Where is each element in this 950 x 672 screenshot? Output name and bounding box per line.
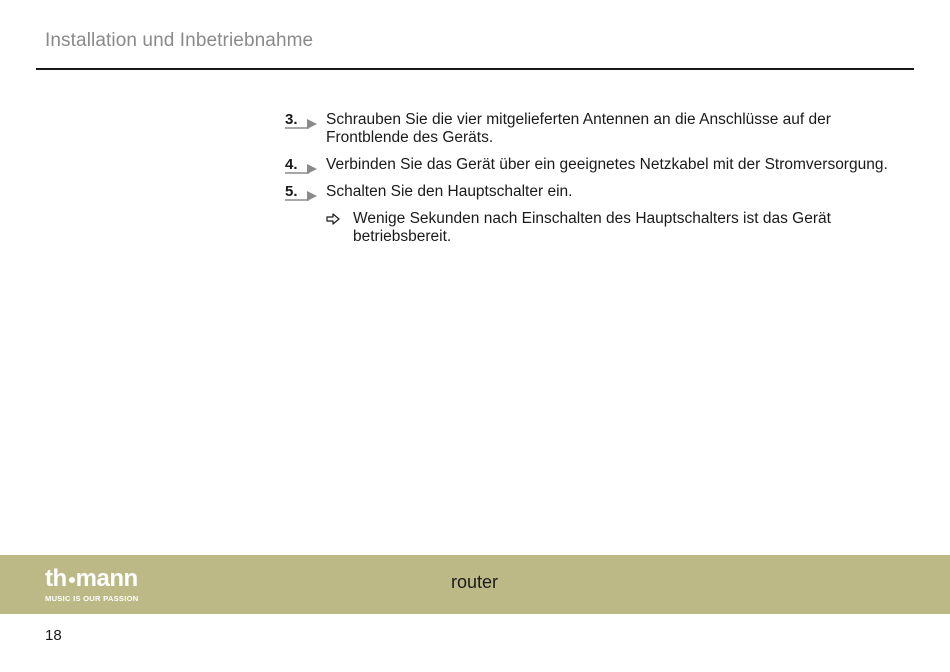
header-divider: [36, 68, 914, 70]
product-name: router: [451, 572, 499, 592]
page-number: 18: [45, 627, 62, 644]
step-result: [284, 210, 914, 246]
step-text: Verbinden Sie das Gerät über ein geeignetes Netzkabel mit der Stromversorgung.: [326, 156, 888, 173]
instruction-steps: [284, 111, 914, 246]
step-text: Schalten Sie den Hauptschalter ein.: [326, 183, 573, 200]
step-5: [284, 183, 914, 201]
result-arrow-icon: [326, 213, 340, 225]
logo-text-right: mann: [75, 565, 138, 592]
section-title: Installation und Inbetriebnahme: [45, 30, 314, 51]
logo-wordmark: [45, 567, 165, 591]
thomann-logo: [45, 567, 165, 603]
step-number: 4.: [285, 156, 298, 173]
step-4: [284, 156, 914, 174]
logo-tagline: MUSIC IS OUR PASSION: [45, 594, 139, 603]
logo-text-left: th: [45, 565, 67, 592]
result-text: Wenige Sekunden nach Einschalten des Hauptschalters ist das Gerät betriebsbereit.: [353, 210, 831, 245]
step-number: 3.: [285, 111, 298, 128]
step-number: 5.: [285, 183, 298, 200]
step-3: [284, 111, 914, 147]
step-text: Schrauben Sie die vier mitgelieferten Antennen an die Anschlüsse auf der Frontblende des Geräts.: [326, 111, 831, 146]
logo-dot-icon: [69, 577, 75, 583]
